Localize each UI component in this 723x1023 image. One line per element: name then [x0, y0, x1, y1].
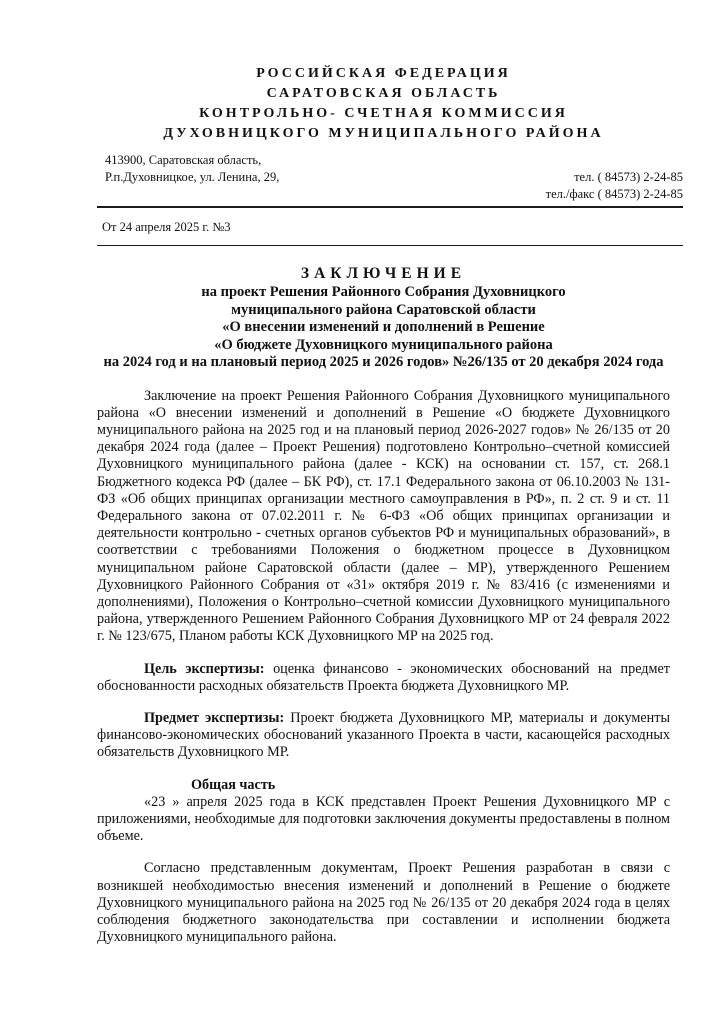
title-block — [97, 264, 670, 372]
letterhead-line-country: РОССИЙСКАЯ ФЕДЕРАЦИЯ — [256, 66, 511, 81]
title-line: на проект Решения Районного Собрания Духовницкого — [201, 284, 566, 300]
letterhead — [97, 64, 670, 144]
letterhead-line-district: ДУХОВНИЦКОГО МУНИЦИПАЛЬНОГО РАЙОНА — [163, 126, 604, 141]
letterhead-line-region: САРАТОВСКАЯ ОБЛАСТЬ — [266, 86, 501, 101]
address-postal — [97, 152, 279, 203]
paragraph-submission: «23 » апреля 2025 года в КСК представлен Проект Решения Духовницкого МР с приложениями, необходимые для подготовки заключения документы предоставлены в полном объеме. — [97, 793, 670, 845]
paragraph-rationale: Согласно представленным документам, Проект Решения разработан в связи с возникшей необходимостью внесения изменений и дополнений в Решение о бюджете Духовницкого муниципального района на 2025 год № 26/135 от 20 декабря 2024 года в целях соблюдения бюджетного законодательства при составлении и исполнении бюджета Духовницкого муниципального района. — [97, 860, 670, 946]
title-line: муниципального района Саратовской области — [231, 301, 536, 318]
address-line-2: Р.п.Духовницкое, ул. Ленина, 29, — [105, 170, 280, 184]
document-content — [97, 64, 683, 946]
goal-text: оценка финансово - экономических обоснований на предмет обоснованности расходных обязательств Проекта бюджета Духовницкого МР. — [97, 660, 670, 694]
document-body — [97, 388, 670, 947]
title-line: «О бюджете Духовницкого муниципального района — [214, 336, 553, 353]
document-title: ЗАКЛЮЧЕНИЕ — [300, 265, 467, 282]
paragraph-basis: Заключение на проект Решения Районного Собрания Духовницкого муниципального района «О внесении изменений и дополнений в Решение «О бюджете Духовницкого муниципального района на 2025 год и на плановый период 2026-2027 годов» № 26/135 от 20 декабря 2024 года (далее – Проект Решения) подготовлено Контрольно–счетной комиссией Духовницкого муниципального района (далее - КСК) на основании ст. 157, ст. 268.1 Бюджетного кодекса РФ (далее – БК РФ), ст. 17.1 Федерального закона от 06.10.2003 № 131-ФЗ «Об общих принципах организации местного самоуправления в РФ», п. 2 ст. 9 и ст. 11 Федерального закона от 07.02.2011 г. № 6-ФЗ «Об общих принципах организации и деятельности контрольно - счетных органов субъектов РФ и муниципальных образований», в соответствии с требованиями Положения о бюджетном процессе в Духовницком муниципальном районе Саратовской области (далее – МР), утвержденного Решением Духовницкого Районного Собрания от «31» октября 2019 г. № 83/416 (с изменениями и дополнениями), Положения о Контрольно–счетной комиссии Духовницкого муниципального района, утвержденного Решением Районного Собрания Духовницкого МР от 24 февраля 2022 г. № 123/675, Планом работы КСК Духовницкого МР на 2025 год. — [97, 387, 670, 645]
address-line-1: 413900, Саратовская область, — [105, 153, 262, 167]
section-heading-general: Общая часть — [191, 776, 276, 793]
address-phones — [546, 169, 683, 203]
document-date-number: От 24 апреля 2025 г. №3 — [102, 220, 231, 234]
goal-label: Цель экспертизы: — [144, 660, 265, 677]
letterhead-divider-thick — [97, 206, 683, 208]
title-line: на 2024 год и на плановый период 2025 и 2026 годов» №26/135 от 20 декабря 2024 года — [103, 354, 664, 370]
address-block — [97, 152, 683, 203]
paragraph-subject — [97, 710, 670, 762]
phone-line: тел. ( 84573) 2-24-85 — [574, 170, 683, 184]
letterhead-divider-thin — [97, 245, 683, 246]
title-line: «О внесении изменений и дополнений в Решение — [222, 319, 545, 335]
subject-text: Проект бюджета Духовницкого МР, материалы и документы финансово-экономических обоснований указанного Проекта в части, касающейся расходных обязательств Духовницкого МР. — [97, 709, 670, 761]
subject-label: Предмет экспертизы: — [144, 709, 285, 726]
paragraph-goal — [97, 661, 670, 695]
letterhead-line-commission: КОНТРОЛЬНО- СЧЕТНАЯ КОММИССИЯ — [199, 106, 568, 121]
phone-fax-line: тел./факс ( 84573) 2-24-85 — [545, 187, 683, 201]
